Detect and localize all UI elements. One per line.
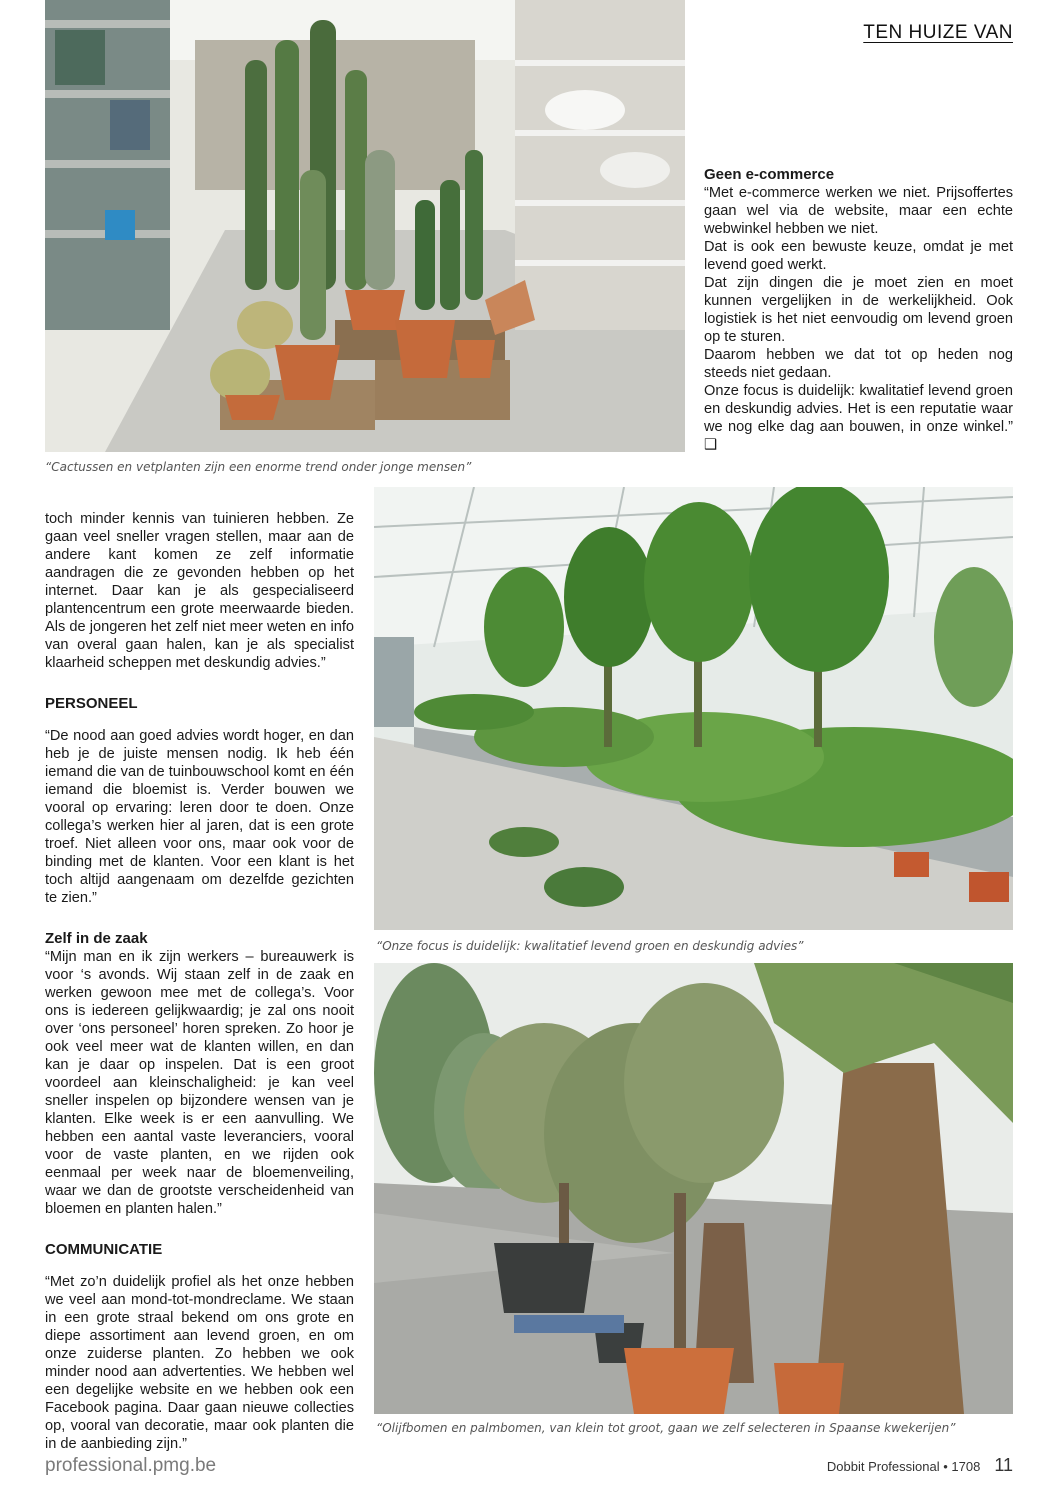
footer-website: professional.pmg.be bbox=[45, 1455, 217, 1476]
trees-photo bbox=[374, 963, 1013, 1414]
ecommerce-line: Dat zijn dingen die je moet zien en moet kunnen vergelijken in de werkelijkheid. Ook logistiek is het niet eenvoudig om levend groen op te sturen. bbox=[704, 275, 1013, 345]
ecommerce-line: Onze focus is duidelijk: kwalitatief levend groen en deskundig advies. Het is een reputatie waar we nog elke dag aan bouwen, in onze winkel.” ❑ bbox=[704, 383, 1013, 453]
zaak-text: “Mijn man en ik zijn werkers – bureauwerk is voor ‘s avonds. Wij staan zelf in de zaak en werken gewoon mee met de collega’s. Voor ons is iedereen gelijkwaardig; je zal ons nooit over ‘ons personeel’ horen spreken. Zo hoor je ook veel meer wat de klanten willen, en dan kan je daar op inspelen. Dat is een groot voordeel aan kleinschaligheid: je kan veel sneller inspelen op bijzondere wensen van je klanten. Elke week is er een aanvulling. We hebben een aantal vaste leveranciers, vooral voor de vaste planten, en we rijden ook eenmaal per week naar de bloemenveiling, waar we dan de grootste verscheidenheid van bloemen en planten halen.” bbox=[45, 949, 354, 1217]
article-intro: toch minder kennis van tuinieren hebben. Ze gaan veel sneller vragen stellen, maar aan de andere kant komen ze zelf informatie aandragen die ze gevonden hebben op het internet. Daar kan je als gespecialiseerd plantencentrum een grote meerwaarde bieden. Als de jongeren het zelf niet meer weten en info van overal gaan halen, kan je als specialist klaarheid scheppen met deskundig advies.” bbox=[45, 511, 354, 671]
communicatie-text: “Met zo’n duidelijk profiel als het onze hebben we veel aan mond-tot-mondreclame. We staan in een grote straal bekend om ons grote en diepe assortiment aan levend groen, en om onze zuiderse planten. Zo hebben we ook minder nood aan advertenties. We hebben wel een degelijke website en we hebben ook een Facebook pagina. Daar gaan nieuwe collecties op, vooral van decoratie, maar ook planten die in de aanbieding zijn.” bbox=[45, 1274, 354, 1452]
personeel-text: “De nood aan goed advies wordt hoger, en dan heb je de juiste mensen nodig. Ik heb één iemand die van de tuinbouwschool komt en één iemand die bloemist is. Verder bouwen we vooral op ervaring: leren door te doen. Onze collega’s werken hier al jaren, dat is een grote troef. Niet alleen voor ons, maar ook voor de binding met de klanten. Voor een klant is het toch altijd aangenaam om dezelfde gezichten te zien.” bbox=[45, 728, 354, 906]
footer-publication bbox=[827, 1455, 1013, 1476]
zaak-heading: Zelf in de zaak bbox=[45, 930, 148, 947]
section-tag: TEN HUIZE VAN bbox=[863, 22, 1013, 43]
publication-name: Dobbit Professional • 1708 bbox=[826, 1459, 981, 1474]
cactus-illustration bbox=[45, 0, 685, 452]
ecommerce-line: Dat is ook een bewuste keuze, omdat je met levend goed werkt. bbox=[704, 239, 1013, 273]
ecommerce-line: “Met e-commerce werken we niet. Prijsoffertes gaan wel via de website, maar een echte webwinkel hebben we niet. bbox=[704, 185, 1013, 237]
communicatie-heading: COMMUNICATIE bbox=[45, 1241, 163, 1258]
ecommerce-heading: Geen e-commerce bbox=[704, 166, 835, 183]
cactus-photo-caption: “Cactussen en vetplanten zijn een enorme trend onder jonge mensen” bbox=[45, 460, 472, 474]
page-number: 11 bbox=[994, 1455, 1013, 1475]
trees-illustration bbox=[374, 963, 1013, 1414]
greenhouse-photo-caption: “Onze focus is duidelijk: kwalitatief levend groen en deskundig advies” bbox=[376, 939, 804, 953]
ecommerce-sidebar bbox=[704, 165, 1013, 454]
cactus-aisle-photo bbox=[45, 0, 685, 452]
trees-photo-caption: “Olijfbomen en palmbomen, van klein tot groot, gaan we zelf selecteren in Spaanse kwekerijen” bbox=[376, 1421, 956, 1435]
greenhouse-photo bbox=[374, 487, 1013, 930]
article-column bbox=[45, 510, 354, 1453]
personeel-heading: PERSONEEL bbox=[45, 695, 138, 712]
ecommerce-line: Daarom hebben we dat tot op heden nog steeds niet gedaan. bbox=[704, 347, 1013, 381]
greenhouse-illustration bbox=[374, 487, 1013, 930]
